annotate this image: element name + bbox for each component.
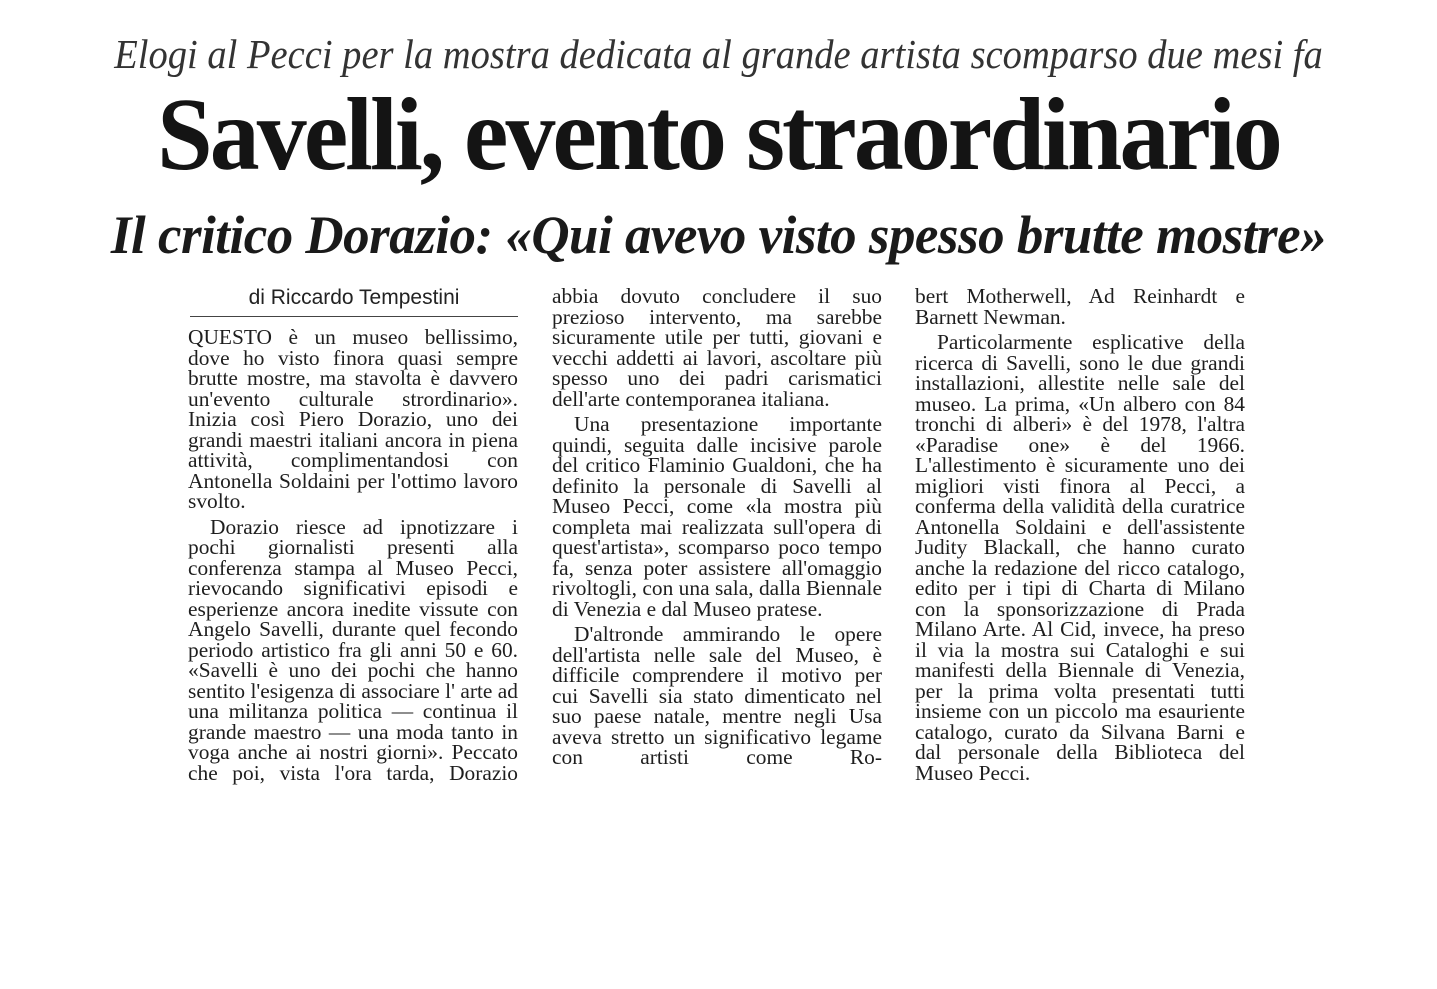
- byline-rule: [190, 316, 518, 317]
- paragraph: Una presentazione importante quindi, seguita dalle incisive parole del critico Flaminio Gualdoni, che ha definito la personale di Savelli al Museo Pecci, come «la mostra più completa mai realizzata sull'opera di quest'artista», scomparso poco tempo fa, senza poter assistere all'omaggio rivoltogli, con una sala, dalla Biennale di Venezia e dal Museo pratese.: [552, 412, 882, 621]
- article-column-1: [188, 327, 518, 788]
- article-column-3: [915, 286, 1245, 788]
- paragraph: bert Motherwell, Ad Reinhardt e Barnett Newman.: [915, 284, 1245, 329]
- paragraph: Dorazio riesce ad ipnotizzare i pochi giornalisti presenti alla conferenza stampa al Museo Pecci, rievocando significativi episodi e esperienze ancora inedite vissute con Angelo Savelli, durante quel fecondo periodo artistico fra gli anni 50 e 60. «Savelli è uno dei pochi che hanno sentito l'esigenza di associare l' arte ad una militanza politica — continua il grande maestro — una moda tanto in voga anche ai nostri giorni». Peccato che poi, vista l'ora tarda, Dorazio: [188, 514, 518, 785]
- paragraph: Particolarmente esplicative della ricerca di Savelli, sono le due grandi installazioni, allestite nelle sale del museo. La prima, «Un albero con 84 tronchi di alberi» è del 1978, l'altra «Paradise one» è del 1966. L'allestimento è sicuramente uno dei migliori visti finora al Pecci, a conferma della validità della curatrice Antonella Soldaini e dell'assistente Judity Blackall, che hanno curato anche la redazione del ricco catalogo, edito per i tipi di Charta di Milano con la sponsorizzazione di Prada Milano Arte. Al Cid, invece, ha preso il via la mostra sui Cataloghi e sui manifesti della Biennale di Venezia, per la prima volta presentati tutti insieme con un piccolo ma esauriente catalogo, curato da Silvana Barni e dal personale della Biblioteca del Museo Pecci.: [915, 330, 1245, 785]
- headline: Savelli, evento straordinario: [157, 77, 1280, 192]
- byline: di Riccardo Tempestini: [248, 286, 460, 309]
- kicker: Elogi al Pecci per la mostra dedicata al grande artista scomparso due mesi fa: [114, 31, 1323, 77]
- subheadline: Il critico Dorazio: «Qui avevo visto spesso brutte mostre»: [110, 205, 1327, 265]
- paragraph: abbia dovuto concludere il suo prezioso intervento, ma sarebbe sicuramente utile per tutti, giovani e vecchi addetti ai lavori, ascoltare più spesso uno dei padri carismatici dell'arte contemporanea italiana.: [552, 284, 882, 411]
- paragraph: QUESTO è un museo bellissimo, dove ho visto finora quasi sempre brutte mostre, ma stavolta è davvero un'evento culturale strordinario». Inizia così Piero Dorazio, uno dei grandi maestri italiani ancora in piena attività, complimentandosi con Antonella Soldaini per l'ottimo lavoro svolto.: [188, 325, 518, 513]
- article-column-2: [552, 286, 882, 773]
- paragraph: D'altronde ammirando le opere dell'artista nelle sale del Museo, è difficile comprendere il motivo per cui Savelli sia stato dimenticato nel suo paese natale, mentre negli Usa aveva stretto un significativo legame con artisti come Ro-: [552, 622, 882, 769]
